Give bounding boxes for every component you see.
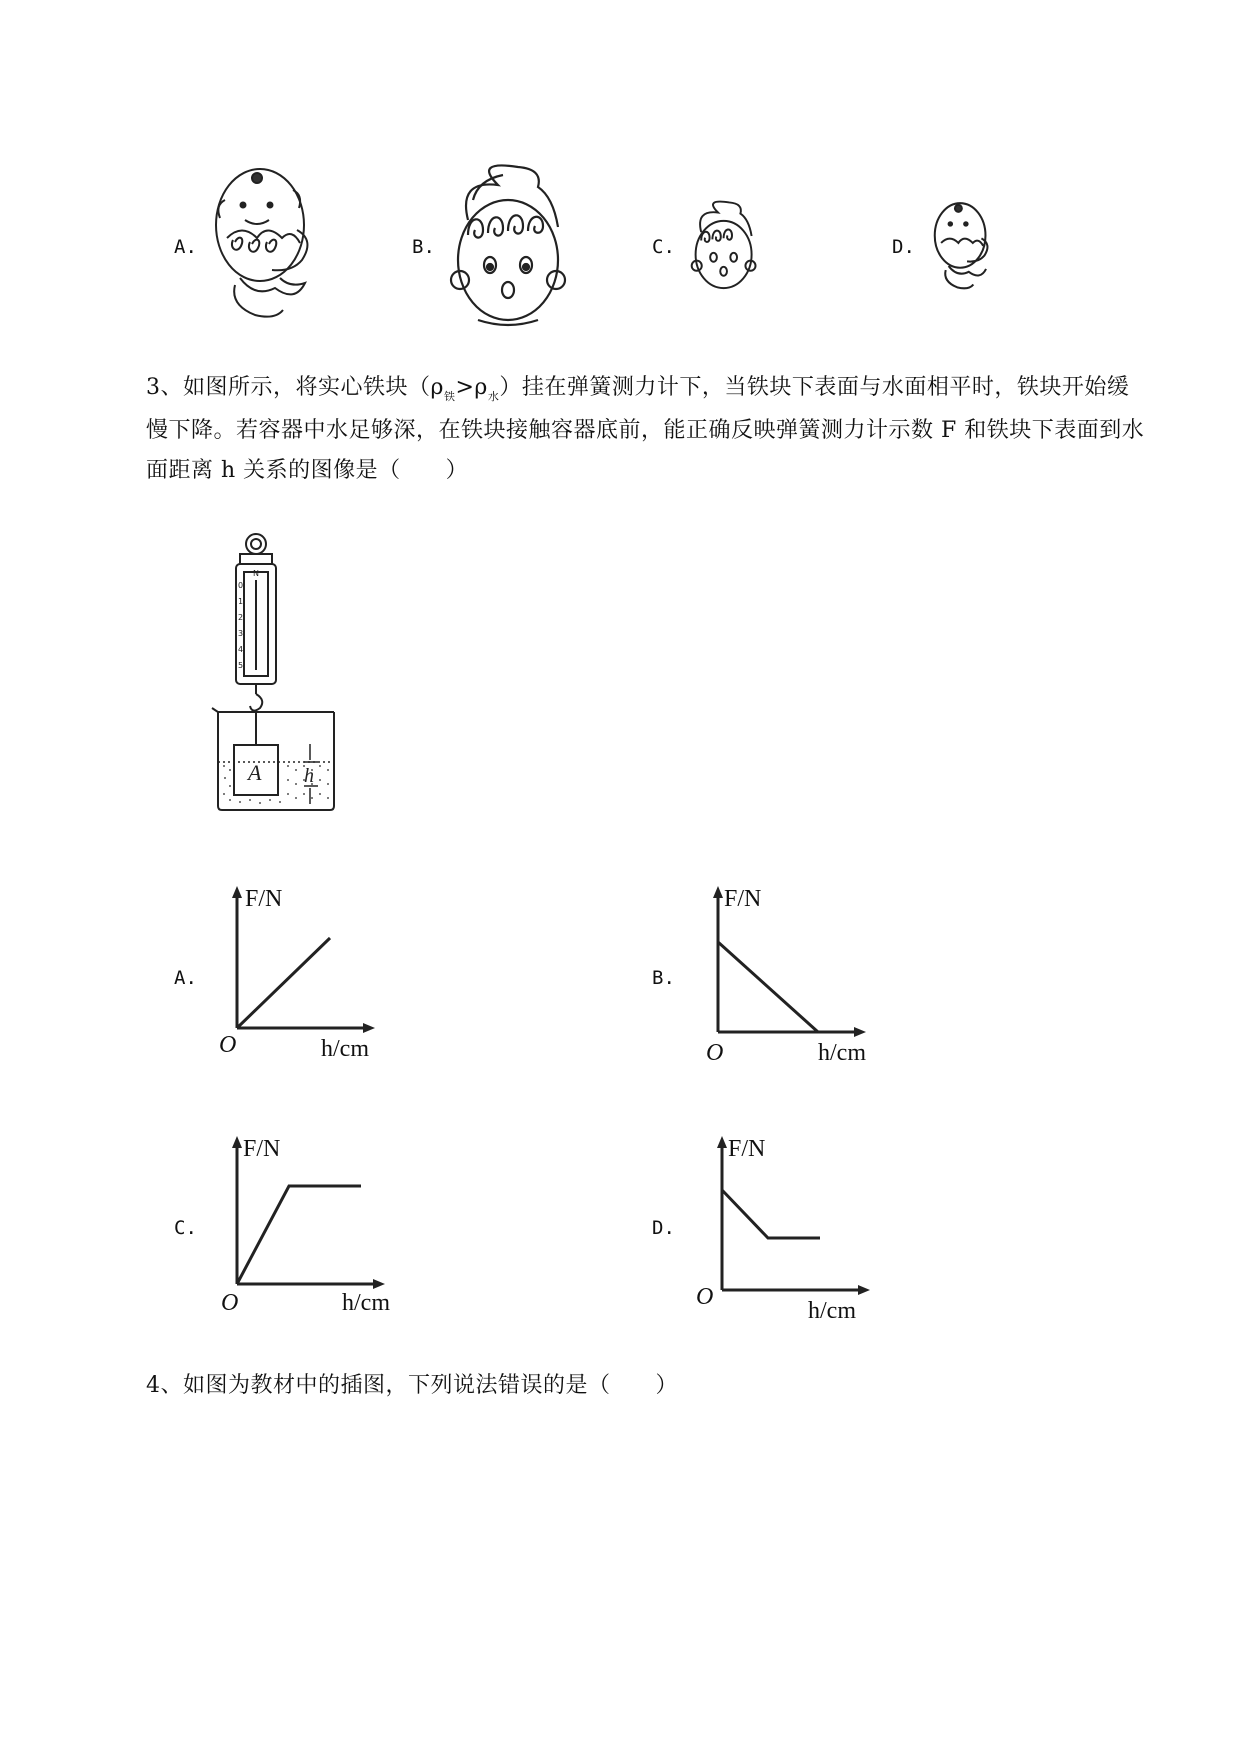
graph-b-y-label: F/N	[724, 886, 762, 912]
graph-b-line	[718, 942, 818, 1032]
block-label: A	[248, 760, 262, 785]
sub-iron: 铁	[443, 390, 456, 403]
question-3-line-2: 慢下降。若容器中水足够深，在铁块接触容器底前，能正确反映弹簧测力计示数 F 和铁块下表面到水	[146, 418, 1145, 443]
graph-a-y-label: F/N	[245, 886, 283, 912]
option-a-face-image	[205, 160, 325, 330]
depth-h-label: h	[304, 765, 314, 787]
graph-a-line	[237, 938, 330, 1028]
scale-num-0: 0	[238, 581, 244, 590]
option-d-face-image	[928, 198, 998, 296]
scale-top-label: N	[253, 569, 259, 578]
graph-d-x-label: h/cm	[808, 1298, 856, 1324]
graph-b	[706, 880, 896, 1066]
sub-water: 水	[487, 390, 500, 403]
option-d-label: D.	[892, 236, 915, 258]
gt-rho: >ρ	[455, 375, 488, 400]
graph-c	[221, 1130, 415, 1316]
graph-a	[219, 880, 395, 1062]
graph-d-y-label: F/N	[728, 1136, 766, 1162]
graph-c-y-label: F/N	[243, 1136, 281, 1162]
scale-num-1: 1	[238, 597, 244, 606]
graph-c-label: C.	[174, 1217, 197, 1239]
graph-b-x-label: h/cm	[818, 1040, 866, 1066]
question-3-line-1a: 如图所示，将实心铁块（ρ	[183, 375, 444, 400]
graph-b-origin: O	[706, 1040, 724, 1066]
question-4-number: 4、	[146, 1373, 183, 1398]
scale-num-2: 2	[238, 613, 244, 622]
scale-num-3: 3	[238, 629, 244, 638]
graph-d-label: D.	[652, 1217, 675, 1239]
option-b-face-image	[448, 165, 573, 330]
option-c-face-image	[690, 200, 760, 295]
graph-a-x-label: h/cm	[321, 1036, 369, 1062]
scale-num-5: 5	[238, 661, 244, 670]
question-4-body: 如图为教材中的插图，下列说法错误的是（ ）	[183, 1373, 679, 1398]
question-3-line-3: 面距离 h 关系的图像是（ ）	[146, 458, 469, 483]
question-3-text	[146, 368, 1146, 491]
graph-d-origin: O	[696, 1284, 714, 1310]
graph-c-origin: O	[221, 1290, 239, 1316]
question-4-text	[146, 1366, 678, 1406]
graph-c-x-label: h/cm	[342, 1290, 390, 1316]
graph-b-label: B.	[652, 967, 675, 989]
graph-d-line	[722, 1190, 820, 1238]
scale-num-4: 4	[238, 645, 244, 654]
graph-c-line	[237, 1186, 361, 1284]
graph-a-origin: O	[219, 1032, 237, 1058]
option-c-label: C.	[652, 236, 675, 258]
graph-a-label: A.	[174, 967, 197, 989]
question-3-line-1b: ）挂在弹簧测力计下，当铁块下表面与水面相平时，铁块开始缓	[499, 375, 1130, 400]
option-a-label: A.	[174, 236, 197, 258]
option-b-label: B.	[412, 236, 435, 258]
graph-d	[696, 1130, 900, 1324]
question-3-line-1	[146, 368, 1146, 411]
spring-scale-apparatus	[200, 530, 340, 810]
question-3-number: 3、	[146, 375, 183, 400]
